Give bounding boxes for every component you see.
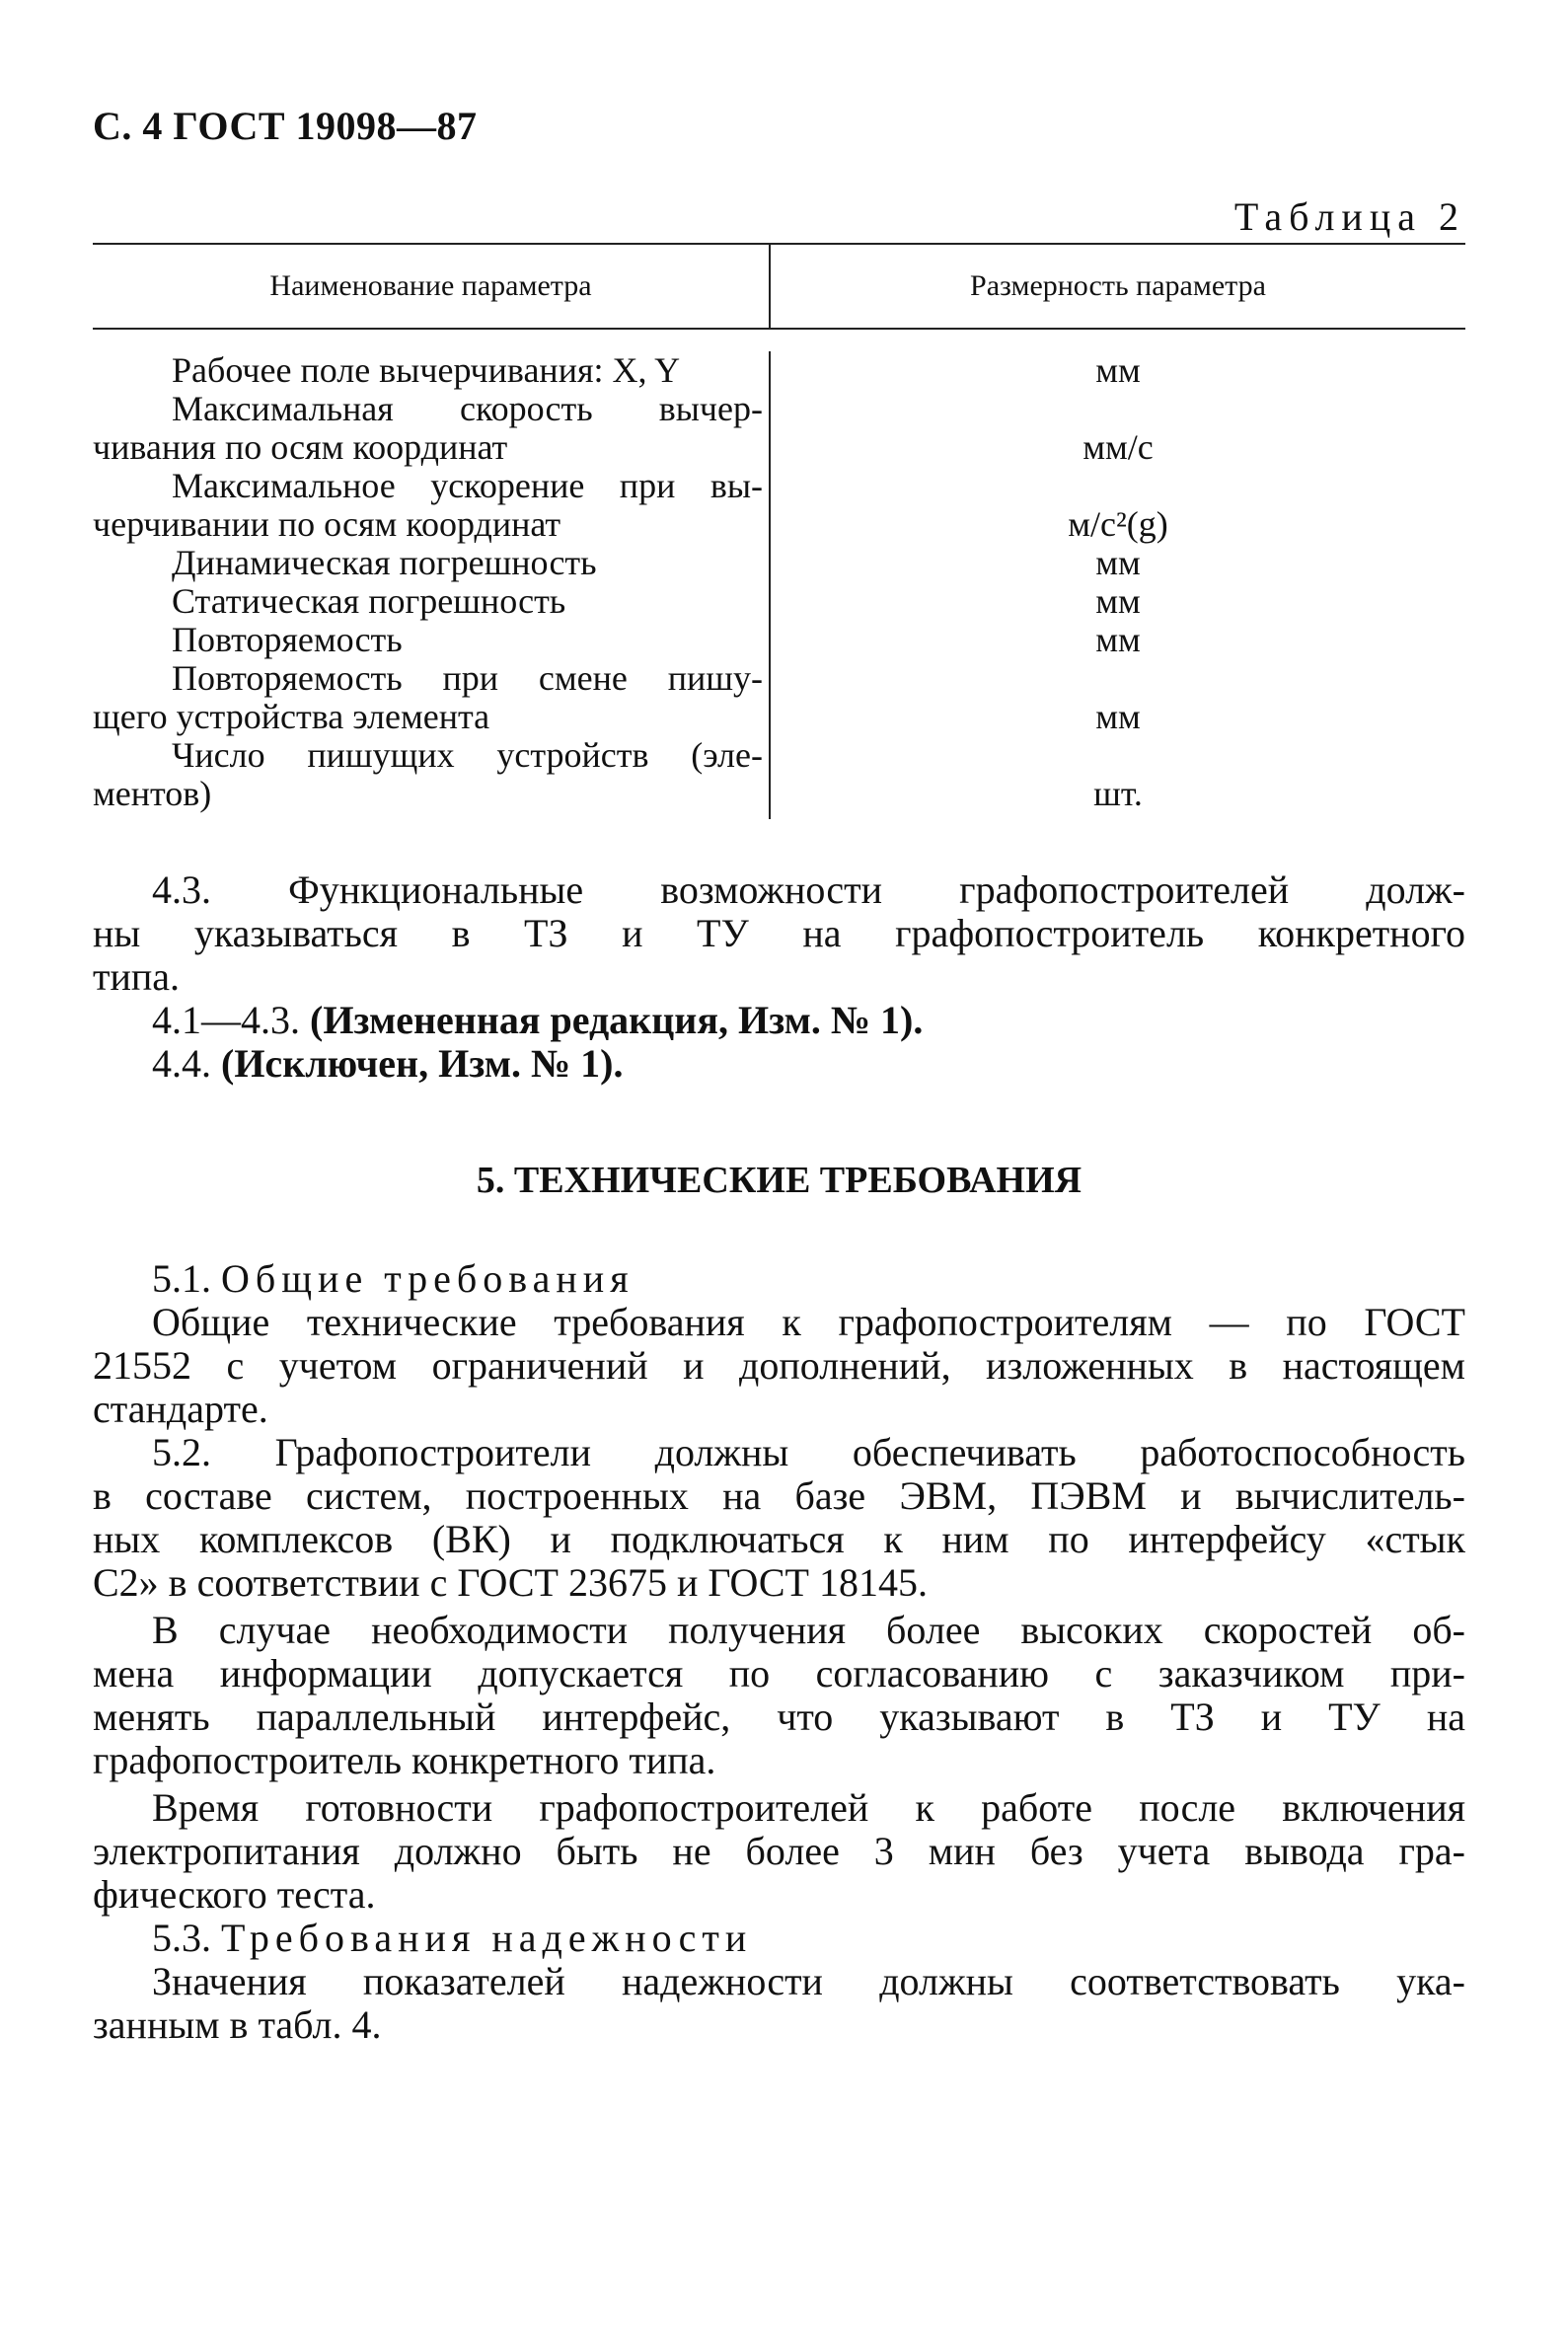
parameter-name: [93, 544, 771, 582]
paragraph-4-3: [93, 868, 1465, 999]
parameter-unit: мм: [1095, 350, 1141, 390]
text-line: 21552 с учетом ограничений и дополнений, изложенных в настоящем: [93, 1343, 1465, 1388]
parameter-name-line: ментов): [93, 774, 212, 813]
paragraph-5-1: [93, 1301, 1465, 1431]
amendment-note: (Измененная редакция, Изм. № 1).: [310, 998, 924, 1042]
table-row: [93, 582, 1465, 621]
parameter-unit: мм: [1095, 620, 1141, 659]
parameter-name: [93, 621, 771, 659]
parameter-unit: м/с²(g): [1068, 504, 1168, 544]
parameter-unit: мм: [1095, 543, 1141, 582]
subsection-5-3-heading: [93, 1917, 1465, 1960]
section-5-title: 5. ТЕХНИЧЕСКИЕ ТРЕБОВАНИЯ: [476, 1160, 1083, 1201]
table-row: [93, 467, 1465, 544]
parameter-name: [93, 467, 771, 544]
parameter-name: [93, 351, 771, 390]
table-row: [93, 659, 1465, 736]
parameter-unit: мм: [1095, 581, 1141, 621]
amendment-note: (Исключен, Изм. № 1).: [221, 1041, 624, 1086]
paragraph-number: 5.3.: [152, 1916, 221, 1960]
paragraph-5-3: [93, 1960, 1465, 2047]
table-header-row: [93, 245, 1465, 330]
parameter-name-line: Рабочее поле вычерчивания: X, Y: [172, 350, 681, 390]
table-row: [93, 544, 1465, 582]
text-line: Значения показателей надежности должны соответствовать ука-: [152, 1959, 1465, 2003]
text-line: ны указываться в ТЗ и ТУ на графопостроитель конкретного: [93, 911, 1465, 955]
paragraph-number: 4.1—4.3.: [152, 998, 310, 1042]
text-line: занным в табл. 4.: [93, 2002, 382, 2047]
parameter-unit: мм/с: [1083, 427, 1154, 467]
text-line: Время готовности графопостроителей к работе после включения: [152, 1785, 1465, 1830]
column-header-parameter-unit: Размерность параметра: [970, 269, 1266, 302]
text-line: 4.3. Функциональные возможности графопостроителей долж-: [152, 867, 1465, 912]
text-line: электропитания должно быть не более 3 мин без учета вывода гра-: [93, 1829, 1465, 1873]
text-line: 5.2. Графопостроители должны обеспечивать работоспособность: [152, 1430, 1465, 1474]
table-row: [93, 390, 1465, 467]
parameter-name-line: щего устройства элемента: [93, 697, 490, 736]
table-row: [93, 351, 1465, 390]
column-header-parameter-name: Наименование параметра: [93, 245, 771, 328]
parameter-name-line: Повторяемость: [172, 620, 403, 659]
paragraph-4-4: [93, 1042, 1465, 1086]
text-line: графопостроитель конкретного типа.: [93, 1738, 716, 1782]
parameter-name-line: Максимальное ускорение при вы-: [172, 466, 763, 505]
parameter-name-line: Число пишущих устройств (эле-: [172, 735, 763, 775]
parameter-name: [93, 736, 771, 819]
table-row: [93, 736, 1465, 819]
paragraph-number: 4.4.: [152, 1041, 221, 1086]
text-line: ных комплексов (ВК) и подключаться к ним по интерфейсу «стык: [93, 1517, 1465, 1561]
page-header: С. 4 ГОСТ 19098—87: [93, 104, 478, 148]
parameter-name: [93, 659, 771, 736]
parameter-unit: шт.: [1093, 774, 1143, 813]
text-line: С2» в соответствии с ГОСТ 23675 и ГОСТ 18145.: [93, 1560, 928, 1605]
paragraph-number: 5.1.: [152, 1256, 221, 1301]
paragraph-5-2-parallel-interface: [93, 1609, 1465, 1782]
text-line: Общие технические требования к графопостроителям — по ГОСТ: [152, 1300, 1465, 1344]
parameter-name-line: черчивании по осям координат: [93, 504, 561, 544]
table-caption: Таблица 2: [1233, 194, 1465, 239]
subsection-5-1-heading: [93, 1257, 1465, 1301]
parameter-name: [93, 582, 771, 621]
parameter-name-line: Повторяемость при смене пишу-: [172, 658, 763, 698]
text-line: стандарте.: [93, 1387, 268, 1431]
parameter-table: [93, 243, 1465, 819]
text-line: менять параллельный интерфейс, что указывают в ТЗ и ТУ на: [93, 1695, 1465, 1739]
subsection-heading: Требования надежности: [221, 1916, 753, 1960]
parameter-unit: мм: [1095, 697, 1141, 736]
text-line: фического теста.: [93, 1872, 376, 1917]
text-line: мена информации допускается по согласованию с заказчиком при-: [93, 1651, 1465, 1695]
text-line: в составе систем, построенных на базе ЭВМ, ПЭВМ и вычислитель-: [93, 1473, 1465, 1518]
paragraph-5-2-readiness-time: [93, 1786, 1465, 1917]
text-line: В случае необходимости получения более высоких скоростей об-: [152, 1608, 1465, 1652]
paragraph-4-1-4-3-amendment: [93, 999, 1465, 1042]
paragraph-5-2: [93, 1431, 1465, 1605]
parameter-name: [93, 390, 771, 467]
subsection-heading: Общие требования: [221, 1256, 635, 1301]
parameter-name-line: Максимальная скорость вычер-: [172, 389, 763, 428]
table-body: [93, 330, 1465, 819]
table-row: [93, 621, 1465, 659]
parameter-name-line: Динамическая погрешность: [172, 543, 597, 582]
parameter-name-line: Статическая погрешность: [172, 581, 566, 621]
body-text: [93, 868, 1465, 2047]
text-line: типа.: [93, 954, 181, 999]
parameter-name-line: чивания по осям координат: [93, 427, 508, 467]
